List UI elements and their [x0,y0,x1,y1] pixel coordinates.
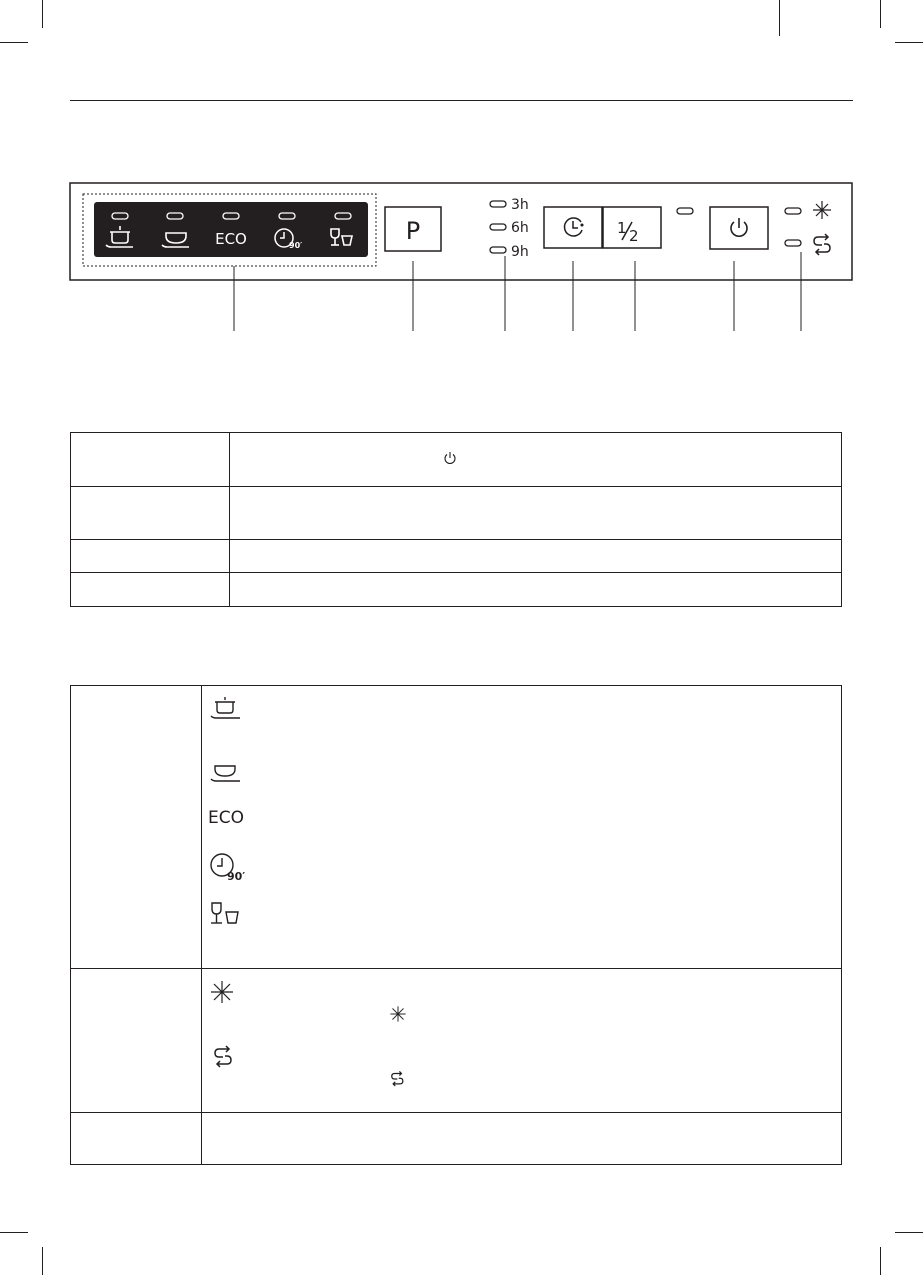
delay-label-9h: 9h [511,244,529,260]
clock-90-icon [209,852,247,882]
svg-text:90′: 90′ [227,870,246,882]
delay-label-3h: 3h [511,197,529,213]
glass-cup-icon [209,901,243,929]
crop-mark [0,1232,28,1233]
refill-arrows-icon [211,1044,237,1070]
table-row [71,1112,841,1165]
table-row [71,539,841,573]
crop-mark [42,1247,43,1275]
indicators-table [70,685,842,1165]
bowl-icon [209,761,243,785]
control-panel-diagram [0,0,923,360]
svg-text:90′: 90′ [289,241,303,250]
half-denominator: 2 [629,227,639,245]
sparkle-icon [813,201,831,219]
callout-lines [234,252,801,331]
eco-symbol: ECO [208,808,244,828]
refill-arrows-icon [814,234,830,255]
power-icon [443,451,457,465]
delay-led-3h [490,201,506,207]
sparkle-icon [389,1005,407,1023]
delay-clock-icon [565,218,583,236]
controls-table [70,432,842,607]
delay-label-6h: 6h [511,220,529,236]
half-numerator: 1 [617,219,627,237]
table-row [71,572,841,607]
delay-led-9h [490,247,506,253]
crop-mark [880,1247,881,1275]
table-row [71,433,841,486]
program-button-label: P [405,217,421,245]
sparkle-icon [209,979,235,1005]
power-icon [731,218,747,236]
pot-icon [209,696,243,720]
salt-led [785,240,801,246]
eco-label: ECO [215,230,247,248]
table-row [71,968,841,1113]
delay-led-6h [490,224,506,230]
rinse-aid-led [785,208,801,214]
crop-mark [895,1232,923,1233]
table-row [71,486,841,540]
half-load-led [677,208,693,214]
refill-arrows-icon [389,1070,407,1088]
table-row [71,686,841,968]
